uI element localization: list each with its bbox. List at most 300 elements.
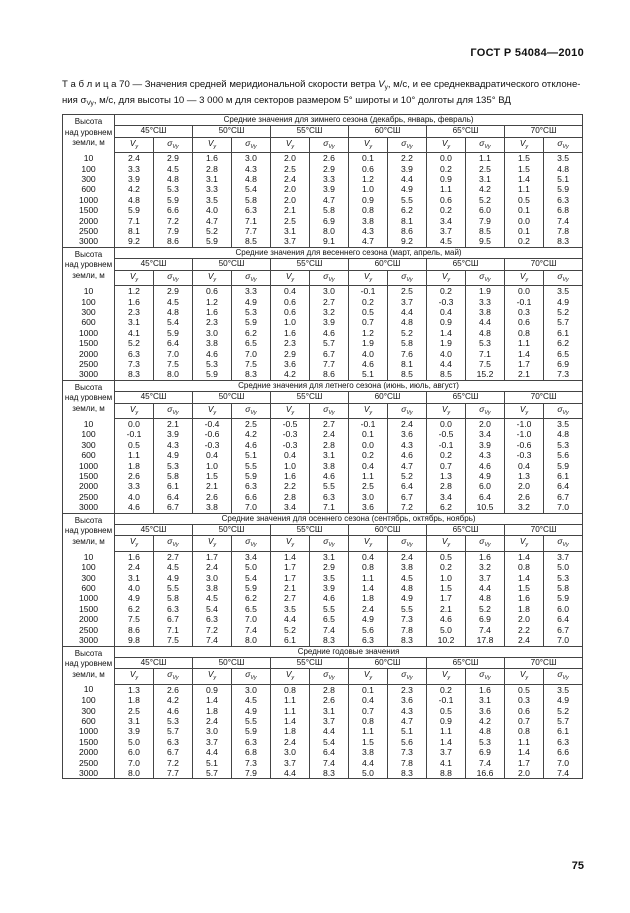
value-cell: 2.7 xyxy=(271,593,310,603)
value-cell: 4.9 xyxy=(544,297,583,307)
value-cell: 4.7 xyxy=(388,716,427,726)
value-cell: 4.4 xyxy=(349,758,388,768)
value-cell: 1.7 xyxy=(505,359,544,369)
table-row xyxy=(63,297,583,307)
value-cell: 4.6 xyxy=(427,614,466,624)
sigma-symbol-subscript: Vy xyxy=(250,675,257,682)
value-cell: 3.7 xyxy=(544,551,583,562)
height-header-line: над уровнем xyxy=(64,393,113,403)
value-cell: 1.0 xyxy=(349,184,388,194)
sigma-symbol-cell xyxy=(544,403,583,418)
value-cell: 1.6 xyxy=(193,307,232,317)
height-header-cell xyxy=(63,247,115,285)
height-header-line: земли, м xyxy=(72,403,105,413)
sigma-symbol: σ xyxy=(323,669,329,680)
value-cell: 4.0 xyxy=(193,205,232,215)
value-cell: 1.6 xyxy=(193,153,232,164)
value-cell: 4.8 xyxy=(466,328,505,338)
value-cell: 0.0 xyxy=(349,440,388,450)
height-header-line: земли, м xyxy=(72,669,105,679)
value-cell: 3.7 xyxy=(193,737,232,747)
value-cell: 1.1 xyxy=(349,573,388,583)
value-cell: 4.0 xyxy=(427,349,466,359)
value-cell: 5.9 xyxy=(544,184,583,194)
v-symbol-cell xyxy=(505,669,544,684)
value-cell: 0.5 xyxy=(115,440,154,450)
sigma-symbol: σ xyxy=(557,270,563,281)
value-cell: 6.4 xyxy=(544,614,583,624)
value-cell: 7.8 xyxy=(388,758,427,768)
height-cell: 2500 xyxy=(63,226,115,236)
v-symbol-cell xyxy=(349,270,388,285)
value-cell: 2.6 xyxy=(115,471,154,481)
value-cell: 4.8 xyxy=(388,583,427,593)
sigma-symbol: σ xyxy=(245,270,251,281)
value-cell: 5.4 xyxy=(193,604,232,614)
v-symbol-cell xyxy=(193,137,232,152)
value-cell: 4.8 xyxy=(466,726,505,736)
sector-header: 65°СШ xyxy=(427,259,505,270)
sigma-symbol-subscript: Vy xyxy=(484,276,491,283)
sector-header: 70°СШ xyxy=(505,259,583,270)
v-symbol: V xyxy=(363,669,370,680)
season-header-row xyxy=(63,513,583,524)
sigma-symbol-cell xyxy=(466,403,505,418)
value-cell: 0.7 xyxy=(505,716,544,726)
value-cell: 2.4 xyxy=(193,716,232,726)
sigma-symbol: σ xyxy=(323,270,329,281)
value-cell: 3.8 xyxy=(349,216,388,226)
value-cell: 6.7 xyxy=(544,492,583,502)
value-cell: 5.4 xyxy=(154,317,193,327)
value-cell: 3.7 xyxy=(310,716,349,726)
value-cell: 1.5 xyxy=(427,583,466,593)
value-cell: 5.2 xyxy=(193,226,232,236)
value-cell: 2.4 xyxy=(271,174,310,184)
value-cell: 3.1 xyxy=(466,695,505,705)
value-cell: 2.0 xyxy=(271,184,310,194)
value-cell: 5.2 xyxy=(466,195,505,205)
sigma-symbol-cell xyxy=(388,403,427,418)
table-row xyxy=(63,471,583,481)
value-cell: 4.2 xyxy=(271,369,310,380)
value-cell: 0.9 xyxy=(427,174,466,184)
sigma-symbol: σ xyxy=(479,536,485,547)
value-cell: 2.9 xyxy=(271,349,310,359)
value-cell: 2.9 xyxy=(310,164,349,174)
height-header-line: Высота xyxy=(74,249,103,259)
value-cell: 5.0 xyxy=(427,625,466,635)
value-cell: 8.8 xyxy=(427,768,466,779)
sigma-symbol-cell xyxy=(544,137,583,152)
v-symbol: V xyxy=(129,270,136,281)
value-cell: 5.1 xyxy=(388,726,427,736)
sigma-symbol-subscript: Vy xyxy=(562,143,569,150)
value-cell: 2.1 xyxy=(154,418,193,429)
value-cell: 1.7 xyxy=(271,562,310,572)
sigma-symbol: σ xyxy=(401,270,407,281)
value-cell: 4.7 xyxy=(193,216,232,226)
height-header-line: над уровнем xyxy=(64,659,113,668)
sector-header: 55°СШ xyxy=(271,126,349,137)
value-cell: 2.9 xyxy=(154,153,193,164)
value-cell: 2.0 xyxy=(271,195,310,205)
sigma-symbol-cell xyxy=(232,536,271,551)
value-cell: 3.3 xyxy=(310,174,349,184)
value-cell: 4.3 xyxy=(466,450,505,460)
height-header-cell xyxy=(63,513,115,551)
v-symbol: V xyxy=(441,403,448,414)
value-cell: -0.1 xyxy=(349,286,388,297)
value-cell: 4.8 xyxy=(154,307,193,317)
value-cell: 7.1 xyxy=(115,216,154,226)
value-cell: 8.0 xyxy=(154,369,193,380)
value-cell: 1.6 xyxy=(505,593,544,603)
table-row xyxy=(63,440,583,450)
value-cell: -0.6 xyxy=(505,440,544,450)
sector-header-row xyxy=(63,657,583,668)
v-symbol-cell xyxy=(271,270,310,285)
value-cell: 0.1 xyxy=(349,153,388,164)
value-cell: 1.8 xyxy=(505,604,544,614)
sigma-symbol: σ xyxy=(401,669,407,680)
value-cell: 0.9 xyxy=(349,195,388,205)
value-cell: 2.3 xyxy=(388,684,427,695)
sigma-symbol-subscript: Vy xyxy=(562,276,569,283)
value-cell: 3.1 xyxy=(310,706,349,716)
sector-header: 60°СШ xyxy=(349,126,427,137)
sigma-symbol: σ xyxy=(557,669,563,680)
value-cell: 0.6 xyxy=(505,317,544,327)
v-symbol: V xyxy=(441,536,448,547)
value-cell: -1.0 xyxy=(505,429,544,439)
season-title: Средние значения для осеннего сезона (сентябрь, октябрь, ноябрь) xyxy=(115,513,583,524)
value-cell: 0.1 xyxy=(349,684,388,695)
v-symbol-cell xyxy=(349,137,388,152)
value-cell: 6.3 xyxy=(544,195,583,205)
v-symbol-subscript: y xyxy=(447,143,451,150)
value-cell: 3.0 xyxy=(271,747,310,757)
value-cell: 5.1 xyxy=(232,450,271,460)
v-symbol-subscript: y xyxy=(369,675,373,682)
caption-text-1a: Т а б л и ц а 70 — Значения средней меридиональной скорости ветра xyxy=(62,79,379,90)
value-cell: 3.8 xyxy=(193,583,232,593)
value-cell: 6.0 xyxy=(544,604,583,614)
sigma-symbol-subscript: Vy xyxy=(250,542,257,549)
value-cell: 1.4 xyxy=(271,551,310,562)
sigma-symbol-subscript: Vy xyxy=(328,542,335,549)
v-symbol-subscript: y xyxy=(369,409,373,416)
v-symbol-cell xyxy=(505,403,544,418)
value-cell: 3.3 xyxy=(115,164,154,174)
value-cell: 4.6 xyxy=(388,450,427,460)
sigma-symbol: σ xyxy=(167,536,173,547)
value-cell: 6.2 xyxy=(232,328,271,338)
value-cell: 5.8 xyxy=(232,195,271,205)
season-header-row xyxy=(63,115,583,126)
value-cell: 1.3 xyxy=(115,684,154,695)
value-cell: 4.4 xyxy=(271,768,310,779)
value-cell: 5.3 xyxy=(466,338,505,348)
value-cell: 5.3 xyxy=(154,716,193,726)
value-cell: 7.0 xyxy=(232,614,271,624)
value-cell: 4.9 xyxy=(232,706,271,716)
value-cell: 4.4 xyxy=(388,307,427,317)
value-cell: 0.8 xyxy=(505,328,544,338)
value-cell: 7.2 xyxy=(388,502,427,513)
sigma-symbol-subscript: Vy xyxy=(484,409,491,416)
value-cell: -0.5 xyxy=(427,429,466,439)
sigma-symbol-cell xyxy=(544,669,583,684)
height-cell: 100 xyxy=(63,164,115,174)
value-cell: 7.4 xyxy=(310,625,349,635)
caption-text-2b: , м/с, для высоты 10 — 3 000 м для секторов размером 5° широты и 10° долготы для 135° ВД xyxy=(93,95,511,106)
value-cell: 7.7 xyxy=(232,226,271,236)
value-cell: 0.2 xyxy=(349,450,388,460)
value-cell: 4.4 xyxy=(427,359,466,369)
sigma-symbol-subscript: Vy xyxy=(172,143,179,150)
value-cell: 3.5 xyxy=(544,286,583,297)
sector-header: 60°СШ xyxy=(349,392,427,403)
height-header-line: земли, м xyxy=(72,270,105,280)
sigma-symbol-cell xyxy=(544,536,583,551)
v-symbol: V xyxy=(519,536,526,547)
value-cell: 5.8 xyxy=(388,338,427,348)
value-cell: 6.2 xyxy=(232,593,271,603)
value-cell: 5.9 xyxy=(193,236,232,247)
value-cell: 7.0 xyxy=(115,758,154,768)
value-cell: 5.5 xyxy=(232,461,271,471)
value-cell: 3.1 xyxy=(271,226,310,236)
value-cell: 6.4 xyxy=(154,492,193,502)
height-cell: 3000 xyxy=(63,369,115,380)
value-cell: 0.9 xyxy=(427,716,466,726)
sector-header: 65°СШ xyxy=(427,126,505,137)
sector-header: 45°СШ xyxy=(115,657,193,668)
v-symbol-cell xyxy=(115,536,154,551)
value-cell: 6.9 xyxy=(310,216,349,226)
sigma-symbol-cell xyxy=(154,536,193,551)
value-cell: 4.3 xyxy=(154,440,193,450)
sigma-symbol-subscript: Vy xyxy=(328,143,335,150)
value-cell: 1.7 xyxy=(505,758,544,768)
value-cell: 3.4 xyxy=(427,216,466,226)
value-cell: 6.3 xyxy=(154,737,193,747)
value-cell: 5.5 xyxy=(388,604,427,614)
value-cell: 3.8 xyxy=(310,461,349,471)
value-cell: 4.8 xyxy=(466,593,505,603)
sigma-symbol-cell xyxy=(466,669,505,684)
value-cell: 2.5 xyxy=(466,164,505,174)
sigma-symbol-subscript: Vy xyxy=(562,542,569,549)
value-cell: 0.7 xyxy=(349,706,388,716)
sector-header: 65°СШ xyxy=(427,657,505,668)
height-cell: 3000 xyxy=(63,502,115,513)
value-cell: 1.1 xyxy=(427,184,466,194)
value-cell: 5.8 xyxy=(544,583,583,593)
value-cell: 2.1 xyxy=(271,205,310,215)
sector-header: 70°СШ xyxy=(505,657,583,668)
v-symbol-cell xyxy=(349,536,388,551)
value-cell: 0.4 xyxy=(271,450,310,460)
value-cell: 4.5 xyxy=(193,593,232,603)
value-cell: 5.3 xyxy=(193,359,232,369)
value-cell: 3.9 xyxy=(466,440,505,450)
value-cell: 2.0 xyxy=(505,768,544,779)
value-cell: 0.1 xyxy=(505,205,544,215)
value-cell: 3.6 xyxy=(388,695,427,705)
value-cell: 7.1 xyxy=(466,349,505,359)
value-cell: 3.0 xyxy=(193,573,232,583)
value-cell: 5.4 xyxy=(232,184,271,194)
value-cell: 2.6 xyxy=(193,492,232,502)
value-cell: 5.3 xyxy=(232,307,271,317)
value-cell: 2.3 xyxy=(115,307,154,317)
value-cell: 1.5 xyxy=(349,737,388,747)
value-cell: 2.5 xyxy=(388,286,427,297)
value-cell: 1.4 xyxy=(505,174,544,184)
value-cell: 7.2 xyxy=(154,216,193,226)
value-cell: 3.9 xyxy=(154,429,193,439)
sector-header: 70°СШ xyxy=(505,392,583,403)
value-cell: 7.2 xyxy=(193,625,232,635)
value-cell: 6.3 xyxy=(310,492,349,502)
value-cell: 6.7 xyxy=(544,625,583,635)
symbol-row xyxy=(63,669,583,684)
value-cell: 0.4 xyxy=(349,551,388,562)
value-cell: 2.4 xyxy=(115,153,154,164)
value-cell: -0.1 xyxy=(505,297,544,307)
value-cell: -1.0 xyxy=(505,418,544,429)
value-cell: 3.0 xyxy=(349,492,388,502)
value-cell: 4.2 xyxy=(232,429,271,439)
value-cell: 3.6 xyxy=(388,429,427,439)
value-cell: 7.5 xyxy=(154,635,193,646)
table-row xyxy=(63,286,583,297)
value-cell: 1.9 xyxy=(349,338,388,348)
table-row xyxy=(63,461,583,471)
table-row xyxy=(63,236,583,247)
value-cell: 5.9 xyxy=(154,328,193,338)
value-cell: 5.2 xyxy=(388,328,427,338)
value-cell: 4.5 xyxy=(388,573,427,583)
sigma-symbol-subscript: Vy xyxy=(172,276,179,283)
v-symbol: V xyxy=(207,403,214,414)
sigma-symbol: σ xyxy=(401,403,407,414)
value-cell: 4.4 xyxy=(193,747,232,757)
value-cell: 8.6 xyxy=(154,236,193,247)
value-cell: 4.9 xyxy=(115,593,154,603)
height-cell: 600 xyxy=(63,184,115,194)
symbol-row xyxy=(63,270,583,285)
value-cell: 1.4 xyxy=(427,328,466,338)
value-cell: 2.3 xyxy=(193,317,232,327)
height-cell: 300 xyxy=(63,440,115,450)
value-cell: 6.3 xyxy=(232,481,271,491)
value-cell: 4.9 xyxy=(544,695,583,705)
value-cell: 0.8 xyxy=(349,205,388,215)
value-cell: 3.5 xyxy=(193,195,232,205)
season-header-row xyxy=(63,380,583,391)
height-cell: 1000 xyxy=(63,328,115,338)
value-cell: -0.3 xyxy=(505,450,544,460)
value-cell: 4.9 xyxy=(388,593,427,603)
value-cell: 1.3 xyxy=(505,471,544,481)
sector-header: 70°СШ xyxy=(505,126,583,137)
v-symbol: V xyxy=(363,137,370,148)
value-cell: 9.2 xyxy=(115,236,154,247)
sector-header: 55°СШ xyxy=(271,657,349,668)
value-cell: 7.9 xyxy=(232,768,271,779)
value-cell: 8.5 xyxy=(427,369,466,380)
value-cell: 5.9 xyxy=(544,593,583,603)
value-cell: 5.9 xyxy=(232,471,271,481)
caption-v-subscript: y xyxy=(384,84,388,91)
value-cell: 3.9 xyxy=(388,164,427,174)
value-cell: 6.1 xyxy=(544,726,583,736)
sector-header: 45°СШ xyxy=(115,392,193,403)
sigma-symbol: σ xyxy=(557,536,563,547)
sector-header: 70°СШ xyxy=(505,525,583,536)
value-cell: 6.1 xyxy=(544,471,583,481)
value-cell: 4.7 xyxy=(310,195,349,205)
sector-header: 60°СШ xyxy=(349,259,427,270)
table-row xyxy=(63,768,583,779)
value-cell: 2.1 xyxy=(427,604,466,614)
v-symbol-subscript: y xyxy=(369,542,373,549)
value-cell: 2.1 xyxy=(505,369,544,380)
value-cell: 5.5 xyxy=(310,481,349,491)
value-cell: 3.7 xyxy=(466,573,505,583)
table-row xyxy=(63,502,583,513)
sigma-symbol-subscript: Vy xyxy=(406,143,413,150)
value-cell: 1.8 xyxy=(271,726,310,736)
value-cell: 6.7 xyxy=(154,747,193,757)
v-symbol: V xyxy=(363,270,370,281)
value-cell: 8.0 xyxy=(232,635,271,646)
value-cell: 5.6 xyxy=(544,450,583,460)
value-cell: 5.5 xyxy=(388,195,427,205)
value-cell: 2.6 xyxy=(310,153,349,164)
value-cell: 3.5 xyxy=(310,573,349,583)
value-cell: 0.0 xyxy=(427,153,466,164)
value-cell: 4.2 xyxy=(154,695,193,705)
v-symbol-cell xyxy=(115,403,154,418)
value-cell: 8.3 xyxy=(388,768,427,779)
v-symbol: V xyxy=(207,270,214,281)
value-cell: 2.4 xyxy=(505,635,544,646)
value-cell: 5.2 xyxy=(115,338,154,348)
value-cell: 1.0 xyxy=(193,461,232,471)
value-cell: 5.0 xyxy=(232,562,271,572)
value-cell: 3.6 xyxy=(349,502,388,513)
value-cell: 1.8 xyxy=(349,593,388,603)
v-symbol-cell xyxy=(427,669,466,684)
value-cell: 7.3 xyxy=(544,369,583,380)
value-cell: 0.9 xyxy=(427,317,466,327)
value-cell: 3.0 xyxy=(310,286,349,297)
value-cell: 6.2 xyxy=(115,604,154,614)
value-cell: 7.8 xyxy=(544,226,583,236)
table-row xyxy=(63,562,583,572)
value-cell: 6.0 xyxy=(115,747,154,757)
value-cell: 7.0 xyxy=(232,502,271,513)
table-row xyxy=(63,450,583,460)
value-cell: 5.2 xyxy=(544,706,583,716)
value-cell: 4.6 xyxy=(310,328,349,338)
value-cell: 2.4 xyxy=(388,551,427,562)
table-row xyxy=(63,338,583,348)
